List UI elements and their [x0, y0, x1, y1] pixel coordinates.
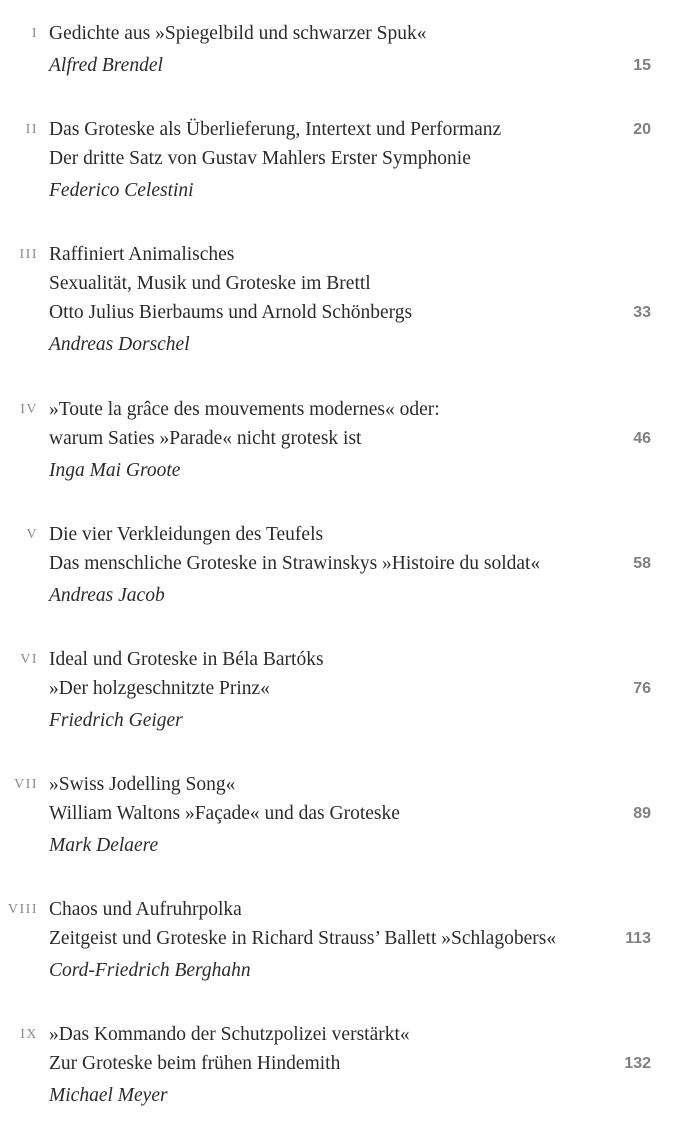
chapter-title: »Das Kommando der Schutzpolizei verstärkt« — [49, 1024, 410, 1045]
chapter-author: Michael Meyer — [49, 1085, 168, 1106]
chapter-subtitle: warum Saties »Parade« nicht grotesk ist — [49, 428, 362, 449]
chapter-numeral: IV — [20, 402, 38, 417]
chapter-title: Chaos und Aufruhrpolka — [49, 899, 242, 920]
page-number: 132 — [624, 1055, 651, 1072]
chapter-numeral: VII — [14, 777, 38, 792]
chapter-title: Das Groteske als Überlieferung, Intertext und Performanz — [49, 119, 502, 140]
chapter-subtitle: »Der holzgeschnitzte Prinz« — [49, 678, 270, 699]
page-number: 113 — [625, 930, 651, 947]
chapter-title: Die vier Verkleidungen des Teufels — [49, 524, 324, 545]
page-number: 20 — [633, 121, 651, 138]
chapter-subtitle: Sexualität, Musik und Groteske im Brettl — [49, 273, 371, 294]
chapter-author: Andreas Jacob — [49, 585, 165, 606]
page-number: 33 — [633, 304, 651, 321]
chapter-author: Federico Celestini — [49, 180, 194, 201]
chapter-numeral: VI — [20, 652, 38, 667]
chapter-subtitle: Der dritte Satz von Gustav Mahlers Erster Symphonie — [49, 148, 471, 169]
chapter-numeral: I — [31, 26, 38, 41]
chapter-author: Alfred Brendel — [49, 55, 163, 76]
chapter-title: Gedichte aus »Spiegelbild und schwarzer Spuk« — [49, 23, 427, 44]
chapter-subtitle: Zur Groteske beim frühen Hindemith — [49, 1053, 341, 1074]
chapter-title: »Swiss Jodelling Song« — [49, 774, 236, 795]
chapter-author: Cord-Friedrich Berghahn — [49, 960, 251, 981]
chapter-subtitle: Otto Julius Bierbaums und Arnold Schönbergs — [49, 302, 413, 323]
chapter-author: Andreas Dorschel — [49, 334, 190, 355]
page-number: 15 — [633, 57, 651, 74]
chapter-subtitle: Das menschliche Groteske in Strawinskys »Histoire du soldat« — [49, 553, 541, 574]
page-number: 89 — [633, 805, 651, 822]
chapter-numeral: V — [26, 527, 38, 542]
chapter-numeral: II — [25, 122, 38, 137]
chapter-author: Inga Mai Groote — [49, 460, 181, 481]
chapter-author: Friedrich Geiger — [49, 710, 183, 731]
page-number: 46 — [633, 430, 651, 447]
chapter-title: Raffiniert Animalisches — [49, 244, 235, 265]
chapter-numeral: IX — [20, 1027, 38, 1042]
page-number: 76 — [633, 680, 651, 697]
chapter-numeral: VIII — [7, 902, 38, 917]
chapter-title: »Toute la grâce des mouvements modernes« oder: — [49, 399, 440, 420]
chapter-subtitle: William Waltons »Façade« und das Groteske — [49, 803, 400, 824]
page-number: 58 — [633, 555, 651, 572]
chapter-numeral: III — [19, 247, 38, 262]
chapter-title: Ideal und Groteske in Béla Bartóks — [49, 649, 324, 670]
chapter-author: Mark Delaere — [49, 835, 159, 856]
chapter-subtitle: Zeitgeist und Groteske in Richard Strauss’ Ballett »Schlagobers« — [49, 928, 557, 949]
